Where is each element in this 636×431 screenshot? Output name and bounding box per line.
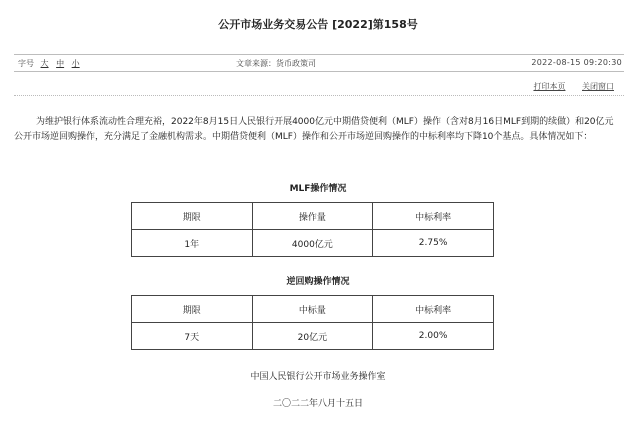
cell-rate: 2.00% <box>373 323 494 350</box>
mlf-table-title: MLF操作情况 <box>289 184 347 194</box>
font-size-selector <box>18 58 85 69</box>
font-size-label: 字号 <box>18 59 34 68</box>
font-size-small-link[interactable]: 小 <box>71 59 80 68</box>
announcement-body: 为维护银行体系流动性合理充裕，2022年8月15日人民银行开展4000亿元中期借贷便利（MLF）操作（含对8月16日MLF到期的续做）和20亿元公开市场逆回购操作，充分满足了金融机构需求。中期借贷便利（MLF）操作和公开市场逆回购操作的中标利率均下降10个基点。具体情况如下： <box>14 117 614 142</box>
header-cell-amount: 操作量 <box>252 203 373 230</box>
article-source: 文章来源：货币政策司 <box>236 59 316 68</box>
font-size-large-link[interactable]: 大 <box>40 59 49 68</box>
table-row <box>132 323 494 350</box>
table-header-row <box>132 296 494 323</box>
font-size-medium-link[interactable]: 中 <box>56 59 65 68</box>
table-row <box>132 230 494 257</box>
mlf-table <box>131 202 494 257</box>
print-page-link[interactable]: 打印本页 <box>533 82 566 91</box>
header-cell-term: 期限 <box>132 203 253 230</box>
cell-term: 1年 <box>132 230 253 257</box>
header-cell-rate: 中标利率 <box>373 203 494 230</box>
header-cell-rate: 中标利率 <box>373 296 494 323</box>
cell-amount: 4000亿元 <box>252 230 373 257</box>
table-header-row <box>132 203 494 230</box>
issuing-office: 中国人民银行公开市场业务操作室 <box>250 372 386 382</box>
issue-date: 二〇二二年八月十五日 <box>272 399 363 409</box>
page-actions <box>519 81 614 92</box>
repo-table <box>131 295 494 350</box>
header-cell-amount: 中标量 <box>252 296 373 323</box>
repo-table-title: 逆回购操作情况 <box>286 277 350 287</box>
divider <box>14 95 624 96</box>
cell-rate: 2.75% <box>373 230 494 257</box>
cell-amount: 20亿元 <box>252 323 373 350</box>
header-cell-term: 期限 <box>132 296 253 323</box>
meta-bar <box>14 54 624 72</box>
cell-term: 7天 <box>132 323 253 350</box>
close-window-link[interactable]: 关闭窗口 <box>582 82 614 91</box>
page-title: 公开市场业务交易公告 [2022]第158号 <box>218 18 418 31</box>
publish-datetime: 2022-08-15 09:20:30 <box>531 58 622 67</box>
